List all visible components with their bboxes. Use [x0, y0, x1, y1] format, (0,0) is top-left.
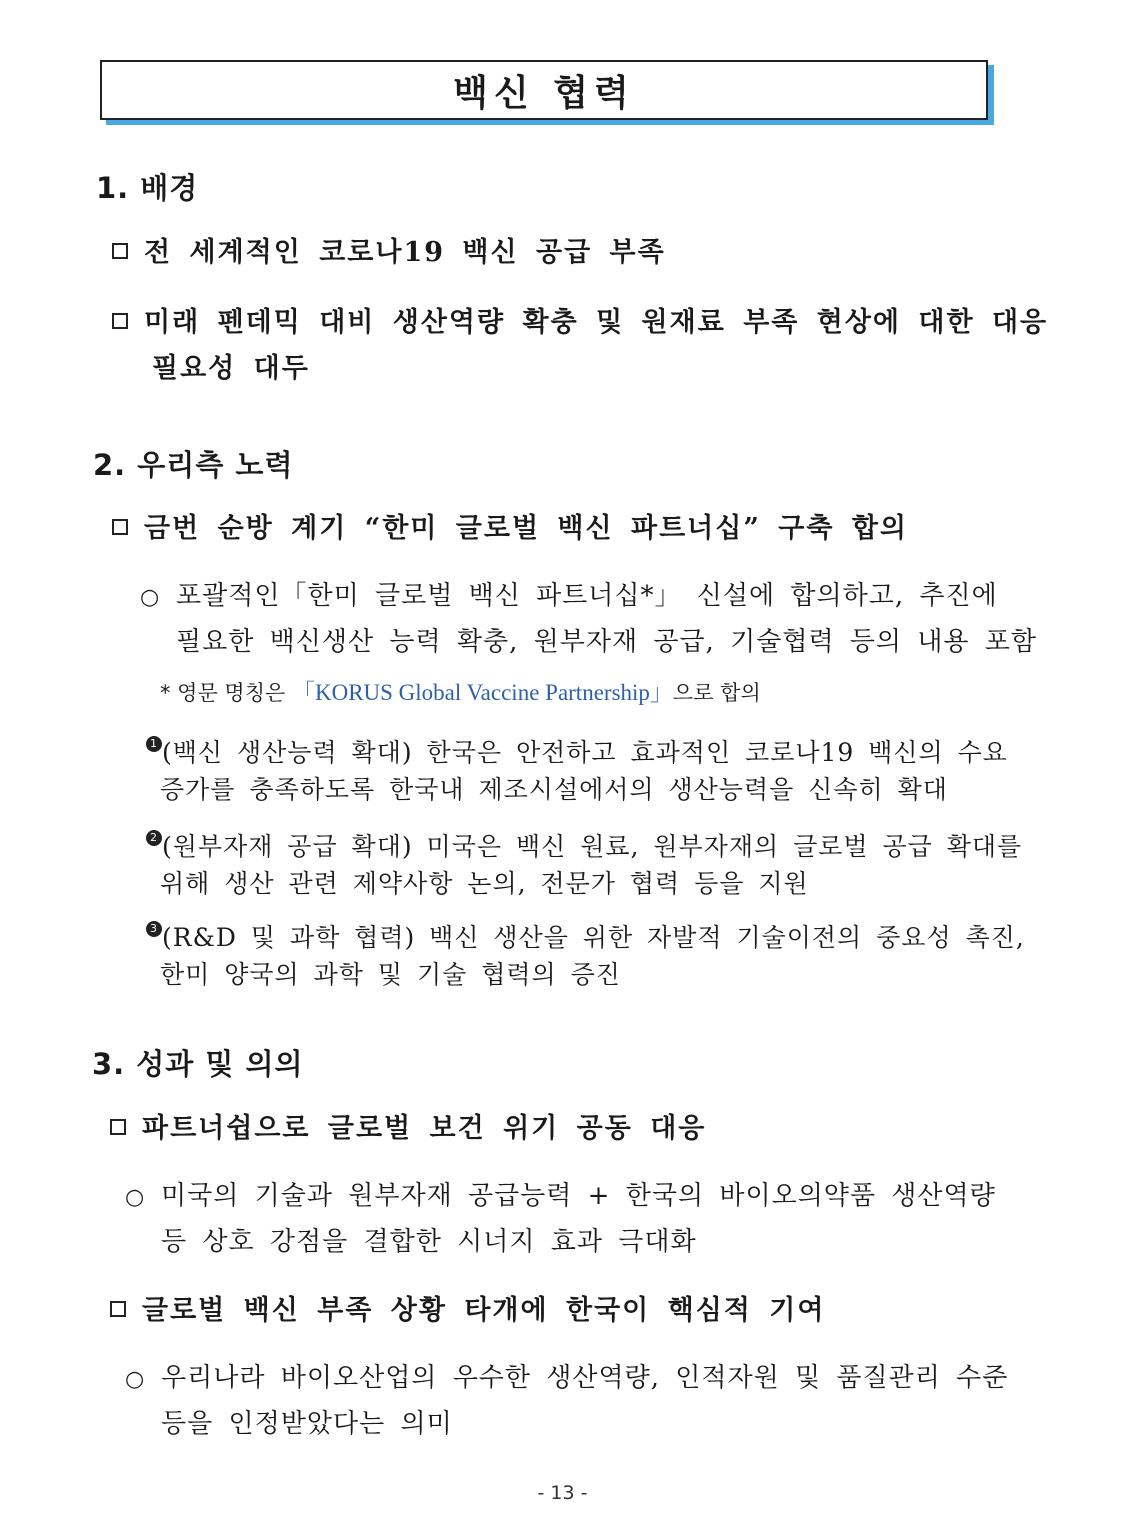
page-title: 백신 협력 [453, 72, 635, 114]
circle-item-text: 우리나라 바이오산업의 우수한 생산역량, 인적자원 및 품질관리 수준 [161, 1363, 1009, 1393]
square-item-text: 금번 순방 계기 “한미 글로벌 백신 파트너십” 구축 합의 [144, 513, 908, 544]
numbered-item [146, 734, 1008, 808]
page-number: - 13 - [537, 1482, 588, 1504]
footnote-suffix: 으로 합의 [672, 681, 761, 705]
square-item [110, 1106, 706, 1152]
circle-item-text: 포괄적인「한미 글로벌 백신 파트너십*」 신설에 합의하고, 추진에 [176, 581, 998, 611]
number-badge-icon: 3 [146, 921, 162, 937]
numbered-item-text: (R&D 및 과학 협력) 백신 생산을 위한 자발적 기술이전의 중요성 촉진, [162, 923, 1025, 952]
circle-item-text: 미국의 기술과 원부자재 공급능력 + 한국의 바이오의약품 생산역량 [161, 1181, 996, 1211]
square-item [112, 230, 666, 276]
circle-bullet-icon: ○ [125, 1367, 146, 1392]
number-badge-icon: 2 [146, 830, 162, 846]
numbered-item-text-continued: 증가를 충족하도록 한국내 제조시설에서의 생산능력을 신속히 확대 [160, 775, 948, 804]
circle-item [125, 1356, 1008, 1446]
circle-item-text-continued: 등 상호 강점을 결합한 시너지 효과 극대화 [161, 1227, 697, 1257]
section-heading-efforts: 2. 우리측 노력 [93, 448, 294, 482]
section-heading-background: 1. 배경 [96, 171, 199, 205]
square-item-text: 전 세계적인 코로나19 백신 공급 부족 [144, 237, 666, 268]
square-bullet-icon [110, 1119, 126, 1135]
section-heading-outcomes: 3. 성과 및 의의 [92, 1047, 304, 1081]
numbered-item-text: (원부자재 공급 확대) 미국은 백신 원료, 원부자재의 글로벌 공급 확대를 [162, 832, 1023, 861]
numbered-item-text-continued: 위해 생산 관련 제약사항 논의, 전문가 협력 등을 지원 [160, 869, 809, 898]
footnote-english-name: 「KORUS Global Vaccine Partnership」 [291, 680, 673, 705]
square-item [112, 506, 908, 552]
footnote [160, 674, 761, 707]
square-item [110, 1288, 825, 1334]
number-badge-icon: 1 [146, 736, 162, 752]
square-bullet-icon [112, 519, 128, 535]
square-item-text: 글로벌 백신 부족 상황 타개에 한국이 핵심적 기여 [142, 1295, 826, 1326]
numbered-item [146, 828, 1022, 902]
square-item [112, 300, 1048, 392]
numbered-item [146, 919, 1025, 993]
square-bullet-icon [110, 1301, 126, 1317]
circle-bullet-icon: ○ [125, 1185, 146, 1210]
numbered-item-text-continued: 한미 양국의 과학 및 기술 협력의 증진 [160, 960, 621, 989]
circle-item-text-continued: 등을 인정받았다는 의미 [161, 1409, 453, 1439]
circle-item [125, 1174, 996, 1264]
square-item-text: 파트너쉽으로 글로벌 보건 위기 공동 대응 [142, 1113, 707, 1144]
numbered-item-text: (백신 생산능력 확대) 한국은 안전하고 효과적인 코로나19 백신의 수요 [162, 738, 1008, 767]
square-bullet-icon [112, 313, 128, 329]
square-bullet-icon [112, 243, 128, 259]
square-item-text: 미래 펜데믹 대비 생산역량 확충 및 원재료 부족 현상에 대한 대응 [144, 307, 1049, 338]
footnote-prefix: * 영문 명칭은 [160, 681, 292, 705]
circle-item [140, 574, 1037, 664]
square-item-text-continued: 필요성 대두 [152, 353, 310, 384]
title-box [100, 60, 988, 120]
circle-item-text-continued: 필요한 백신생산 능력 확충, 원부자재 공급, 기술협력 등의 내용 포함 [176, 627, 1038, 657]
circle-bullet-icon: ○ [140, 585, 161, 610]
